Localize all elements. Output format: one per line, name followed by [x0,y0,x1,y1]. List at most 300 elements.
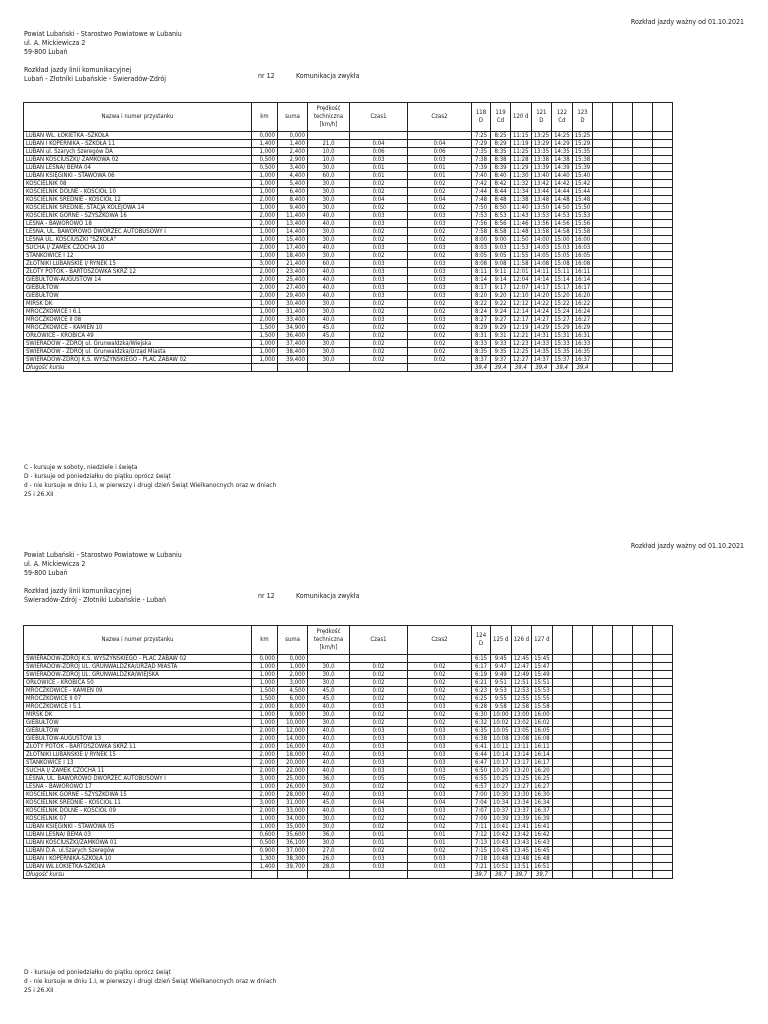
speed-cell: 30,0 [308,300,350,308]
empty-cell [593,156,613,164]
empty-cell [612,783,632,791]
empty-cell [652,695,672,703]
time2-cell: 0:02 [408,228,472,236]
stop-name: LUBAŃ I KOPERNIKA - SZKOŁA 11 [24,140,252,148]
speed-cell: 45,0 [308,799,350,807]
departure-cell: 12:55 [511,695,532,703]
departure-cell: 7:35 [472,148,491,156]
speed-cell: 27,0 [308,847,350,855]
departure-cell [552,847,572,855]
empty-cell [652,831,672,839]
empty-cell [612,839,632,847]
stop-name: KOŚCIELNIK 07 [24,815,252,823]
empty-cell [632,799,652,807]
stop-name: MROCZKOWICE I 5.1 [24,703,252,711]
speed-cell: 40,0 [308,703,350,711]
empty-cell [653,140,673,148]
time2-cell: 0:02 [408,695,472,703]
speed-cell: 30,0 [308,348,350,356]
table-row [24,356,673,364]
total-value [572,871,592,879]
empty-cell [592,751,612,759]
table-row [24,759,673,767]
table-row [24,655,673,663]
speed-cell: 30,0 [308,711,350,719]
departure-cell: 10:51 [491,863,512,871]
header-line [24,578,182,587]
legend-note: 25 i 26.XII [24,986,54,994]
time1-cell: 0:03 [350,276,408,284]
departure-cell: 15:33 [552,340,573,348]
empty-cell [633,156,653,164]
empty-cell [613,356,633,364]
time1-cell: 0:02 [350,671,408,679]
sum-cell: 25,000 [278,775,308,783]
departure-cell [572,791,592,799]
total-label: Długość kursu [24,364,252,372]
departure-cell [572,663,592,671]
empty-cell [592,663,612,671]
km-cell: 0,500 [252,156,278,164]
departure-cell: 12:17 [511,316,532,324]
departure-cell: 16:20 [572,292,593,300]
departure-cell: 12:49 [511,671,532,679]
speed-cell: 40,0 [308,268,350,276]
departure-cell: 7:11 [472,823,491,831]
header-line: Powiat Lubański - Starostwo Powiatowe w Lubaniu [24,551,182,559]
empty-cell [632,831,652,839]
departure-cell: 9:33 [491,340,511,348]
empty-cell [632,743,652,751]
departure-cell: 12:27 [511,356,532,364]
departure-cell [572,687,592,695]
empty-cell [592,687,612,695]
table-row [24,236,673,244]
departure-cell [572,655,592,663]
col-empty [652,626,672,655]
departure-cell: 7:25 [472,132,491,140]
km-cell: 1,000 [252,679,278,687]
time1-cell: 0:02 [350,356,408,364]
empty-cell [613,180,633,188]
km-cell: 1,000 [252,180,278,188]
empty-cell [653,132,673,140]
departure-cell: 16:41 [532,823,553,831]
time2-cell: 0:05 [408,775,472,783]
empty-cell [633,292,653,300]
speed-cell: 30,0 [308,783,350,791]
departure-cell: 9:45 [491,655,512,663]
header-line [24,57,182,66]
departure-cell: 6:28 [472,703,491,711]
speed-cell: 40,0 [308,244,350,252]
empty-cell [612,743,632,751]
departure-cell: 9:27 [491,316,511,324]
empty-cell [278,871,308,879]
speed-cell: 45,0 [308,695,350,703]
sum-cell: 20,000 [278,759,308,767]
departure-cell [572,783,592,791]
departure-cell: 14:14 [531,276,552,284]
empty-cell [633,140,653,148]
table-row [24,847,673,855]
col-empty [592,626,612,655]
km-cell: 1,000 [252,815,278,823]
departure-cell: 9:31 [491,332,511,340]
departure-cell: 16:11 [572,268,593,276]
empty-cell [653,196,673,204]
empty-cell [593,172,613,180]
departure-cell: 7:18 [472,855,491,863]
departure-cell: 10:43 [491,839,512,847]
sum-cell: 33,000 [278,807,308,815]
time1-cell: 0:03 [350,316,408,324]
departure-cell: 16:17 [572,284,593,292]
empty-cell [613,324,633,332]
departure-cell: 8:05 [472,252,491,260]
empty-cell [612,815,632,823]
empty-cell [593,244,613,252]
sum-cell: 26,000 [278,783,308,791]
stop-name: ŚWIERADÓW-ZDRÓJ K.S. WYSZYŃSKIEGO - PLAC ZABAW 02 [24,655,252,663]
total-value: 39,7 [511,871,532,879]
departure-cell: 14:29 [552,140,573,148]
km-cell: 3,000 [252,799,278,807]
departure-cell: 8:03 [472,244,491,252]
departure-cell [552,655,572,663]
km-cell: 2,000 [252,767,278,775]
header-line: Rozkład jazdy linii komunikacyjnej [24,587,132,595]
table-row [24,807,673,815]
table-row [24,300,673,308]
time1-cell: 0:02 [350,180,408,188]
departure-cell [552,839,572,847]
table-row [24,663,673,671]
km-cell: 1,500 [252,687,278,695]
empty-cell [633,268,653,276]
departure-cell: 9:00 [491,236,511,244]
time1-cell: 0:03 [350,863,408,871]
departure-cell: 7:56 [472,220,491,228]
empty-cell [593,308,613,316]
col-course: 118 D [472,103,491,132]
departure-cell: 16:34 [532,799,553,807]
departure-cell: 6:32 [472,719,491,727]
departure-cell: 14:53 [552,212,573,220]
departure-cell: 10:05 [491,727,512,735]
departure-cell [572,855,592,863]
time2-cell: 0:03 [408,220,472,228]
speed-cell: 40,0 [308,212,350,220]
speed-cell: 40,0 [308,284,350,292]
table-row [24,292,673,300]
empty-cell [308,364,350,372]
empty-cell [653,276,673,284]
empty-cell [593,188,613,196]
empty-cell [653,324,673,332]
km-cell: 2,000 [252,196,278,204]
km-cell: 1,000 [252,823,278,831]
time2-cell: 0:02 [408,348,472,356]
empty-cell [612,663,632,671]
departure-cell: 14:27 [531,316,552,324]
empty-cell [633,316,653,324]
col-name: Nazwa i numer przystanku [24,103,252,132]
departure-cell: 6:41 [472,743,491,751]
empty-cell [592,655,612,663]
sum-cell: 37,000 [278,847,308,855]
empty-cell [593,292,613,300]
stop-name: ZŁOTNIKI LUBAŃSKIE I/ RYNEK 15 [24,751,252,759]
time2-cell: 0:03 [408,751,472,759]
departure-cell [572,727,592,735]
time1-cell: 0:02 [350,663,408,671]
table-row [24,244,673,252]
departure-cell: 13:48 [531,196,552,204]
departure-cell: 10:39 [491,815,512,823]
empty-cell [592,791,612,799]
departure-cell: 11:15 [511,132,532,140]
departure-cell [572,671,592,679]
empty-cell [633,356,653,364]
empty-cell [652,687,672,695]
stop-name: MROCZKOWICE I 6.1 [24,308,252,316]
speed-cell: 30,0 [308,340,350,348]
empty-cell [592,855,612,863]
departure-cell: 6:19 [472,671,491,679]
empty-cell [653,228,673,236]
empty-cell [632,855,652,863]
time1-cell: 0:02 [350,324,408,332]
speed-cell: 36,0 [308,831,350,839]
departure-cell: 15:08 [552,260,573,268]
departure-cell: 11:58 [511,260,532,268]
speed-cell: 40,0 [308,807,350,815]
total-value [552,871,572,879]
time2-cell: 0:02 [408,679,472,687]
empty-cell [652,727,672,735]
departure-cell: 14:24 [531,308,552,316]
departure-cell: 12:12 [511,300,532,308]
time2-cell: 0:03 [408,855,472,863]
departure-cell: 8:56 [491,220,511,228]
departure-cell: 9:24 [491,308,511,316]
time2-cell: 0:01 [408,831,472,839]
table-row [24,196,673,204]
table-row [24,671,673,679]
departure-cell: 8:08 [472,260,491,268]
empty-cell [633,300,653,308]
empty-cell [612,751,632,759]
departure-cell: 13:37 [511,807,532,815]
speed-cell: 40,0 [308,220,350,228]
time1-cell: 0:03 [350,735,408,743]
sum-cell: 22,000 [278,767,308,775]
empty-cell [653,236,673,244]
stop-name: KOŚCIELNIK GÓRNE - SZYSZKOWA 15 [24,791,252,799]
speed-cell: 30,0 [308,204,350,212]
col-km: km [252,626,278,655]
speed-cell: 30,0 [308,823,350,831]
stop-name: GIEBUŁTÓW [24,719,252,727]
speed-cell [308,132,350,140]
col-course: 123 D [572,103,593,132]
empty-cell [613,284,633,292]
stop-name: ŚWIERADÓW - ZDRÓJ ul. Grunwaldzka/Wiejska [24,340,252,348]
col-course: 126 d [511,626,532,655]
time2-cell: 0:03 [408,735,472,743]
departure-cell: 7:48 [472,196,491,204]
time2-cell: 0:03 [408,316,472,324]
col-course: 122 Cd [552,103,573,132]
sum-cell: 10,000 [278,719,308,727]
time1-cell: 0:02 [350,228,408,236]
time2-cell: 0:04 [408,196,472,204]
departure-cell: 8:42 [491,180,511,188]
table-row [24,831,673,839]
empty-cell [613,236,633,244]
empty-cell [653,356,673,364]
departure-cell: 6:23 [472,687,491,695]
header-line: ul. A. Mickiewicza 2 [24,39,86,47]
time2-cell: 0:03 [408,807,472,815]
empty-cell [613,260,633,268]
departure-cell: 9:20 [491,292,511,300]
empty-cell [613,212,633,220]
speed-cell: 45,0 [308,324,350,332]
departure-cell: 13:48 [511,855,532,863]
empty-cell [592,799,612,807]
empty-cell [593,284,613,292]
time2-cell: 0:04 [408,799,472,807]
stop-name: LUBAŃ KOŚCIUSZKI/ZAMKOWA 01 [24,839,252,847]
departure-cell: 13:51 [511,863,532,871]
stop-name: MROCZKOWICE II 08 [24,316,252,324]
sum-cell: 28,000 [278,791,308,799]
sum-cell: 0,000 [278,132,308,140]
time1-cell: 0:02 [350,711,408,719]
empty-cell [593,132,613,140]
table-row [24,839,673,847]
table-row [24,735,673,743]
departure-cell: 14:44 [552,188,573,196]
time2-cell: 0:02 [408,188,472,196]
sum-cell: 1,000 [278,663,308,671]
empty-cell [593,228,613,236]
departure-cell: 16:02 [532,719,553,727]
time1-cell: 0:03 [350,855,408,863]
departure-cell: 12:58 [511,703,532,711]
empty-cell [593,348,613,356]
empty-cell [613,156,633,164]
empty-cell [612,831,632,839]
departure-cell: 14:00 [531,236,552,244]
departure-cell: 10:42 [491,831,512,839]
departure-cell: 8:24 [472,308,491,316]
time1-cell: 0:01 [350,839,408,847]
time2-cell: 0:02 [408,252,472,260]
sum-cell: 2,400 [278,148,308,156]
empty-cell [652,671,672,679]
empty-cell [652,799,672,807]
km-cell: 2,000 [252,316,278,324]
time1-cell: 0:03 [350,807,408,815]
table-row [24,228,673,236]
sum-cell: 18,000 [278,751,308,759]
departure-cell: 12:07 [511,284,532,292]
col-empty [593,103,613,132]
departure-cell: 12:51 [511,679,532,687]
departure-cell: 8:29 [472,324,491,332]
table-row [24,156,673,164]
speed-cell: 40,0 [308,316,350,324]
time1-cell: 0:02 [350,252,408,260]
departure-cell: 16:30 [532,791,553,799]
empty-cell [633,276,653,284]
sum-cell: 2,900 [278,156,308,164]
departure-cell: 13:39 [511,815,532,823]
time1-cell: 0:03 [350,284,408,292]
departure-cell: 13:42 [511,831,532,839]
departure-cell [552,807,572,815]
stop-name: LEŚNA - BAWOROWO 17 [24,783,252,791]
departure-cell: 15:11 [552,268,573,276]
header-block [24,551,182,605]
departure-cell: 12:23 [511,340,532,348]
total-row [24,364,673,372]
speed-cell: 30,0 [308,164,350,172]
stop-name: GIEBUŁTÓW-AUGUSTÓW 13 [24,735,252,743]
departure-cell: 9:08 [491,260,511,268]
empty-cell [612,863,632,871]
speed-cell: 30,0 [308,671,350,679]
empty-cell [653,292,673,300]
departure-cell: 10:11 [491,743,512,751]
table-row [24,140,673,148]
km-cell: 3,000 [252,260,278,268]
empty-cell [593,236,613,244]
km-cell: 1,000 [252,172,278,180]
time2-cell: 0:03 [408,212,472,220]
departure-cell [552,863,572,871]
km-cell: 0,600 [252,831,278,839]
departure-cell: 7:12 [472,831,491,839]
time1-cell: 0:05 [350,775,408,783]
empty-cell [633,212,653,220]
empty-cell [612,855,632,863]
km-cell: 0,500 [252,839,278,847]
departure-cell: 15:58 [532,703,553,711]
empty-cell [633,148,653,156]
departure-cell: 13:50 [531,204,552,212]
time2-cell: 0:02 [408,340,472,348]
departure-cell: 7:42 [472,180,491,188]
departure-cell: 9:55 [491,695,512,703]
time1-cell [350,132,408,140]
departure-cell: 9:49 [491,671,512,679]
table-row [24,711,673,719]
empty-cell [612,679,632,687]
departure-cell [552,719,572,727]
total-value: 39,7 [472,871,491,879]
departure-cell: 16:08 [572,260,593,268]
departure-cell: 15:24 [552,308,573,316]
empty-cell [633,324,653,332]
sum-cell: 36,400 [278,332,308,340]
time1-cell: 0:04 [350,799,408,807]
col-course [552,626,572,655]
departure-cell [552,759,572,767]
